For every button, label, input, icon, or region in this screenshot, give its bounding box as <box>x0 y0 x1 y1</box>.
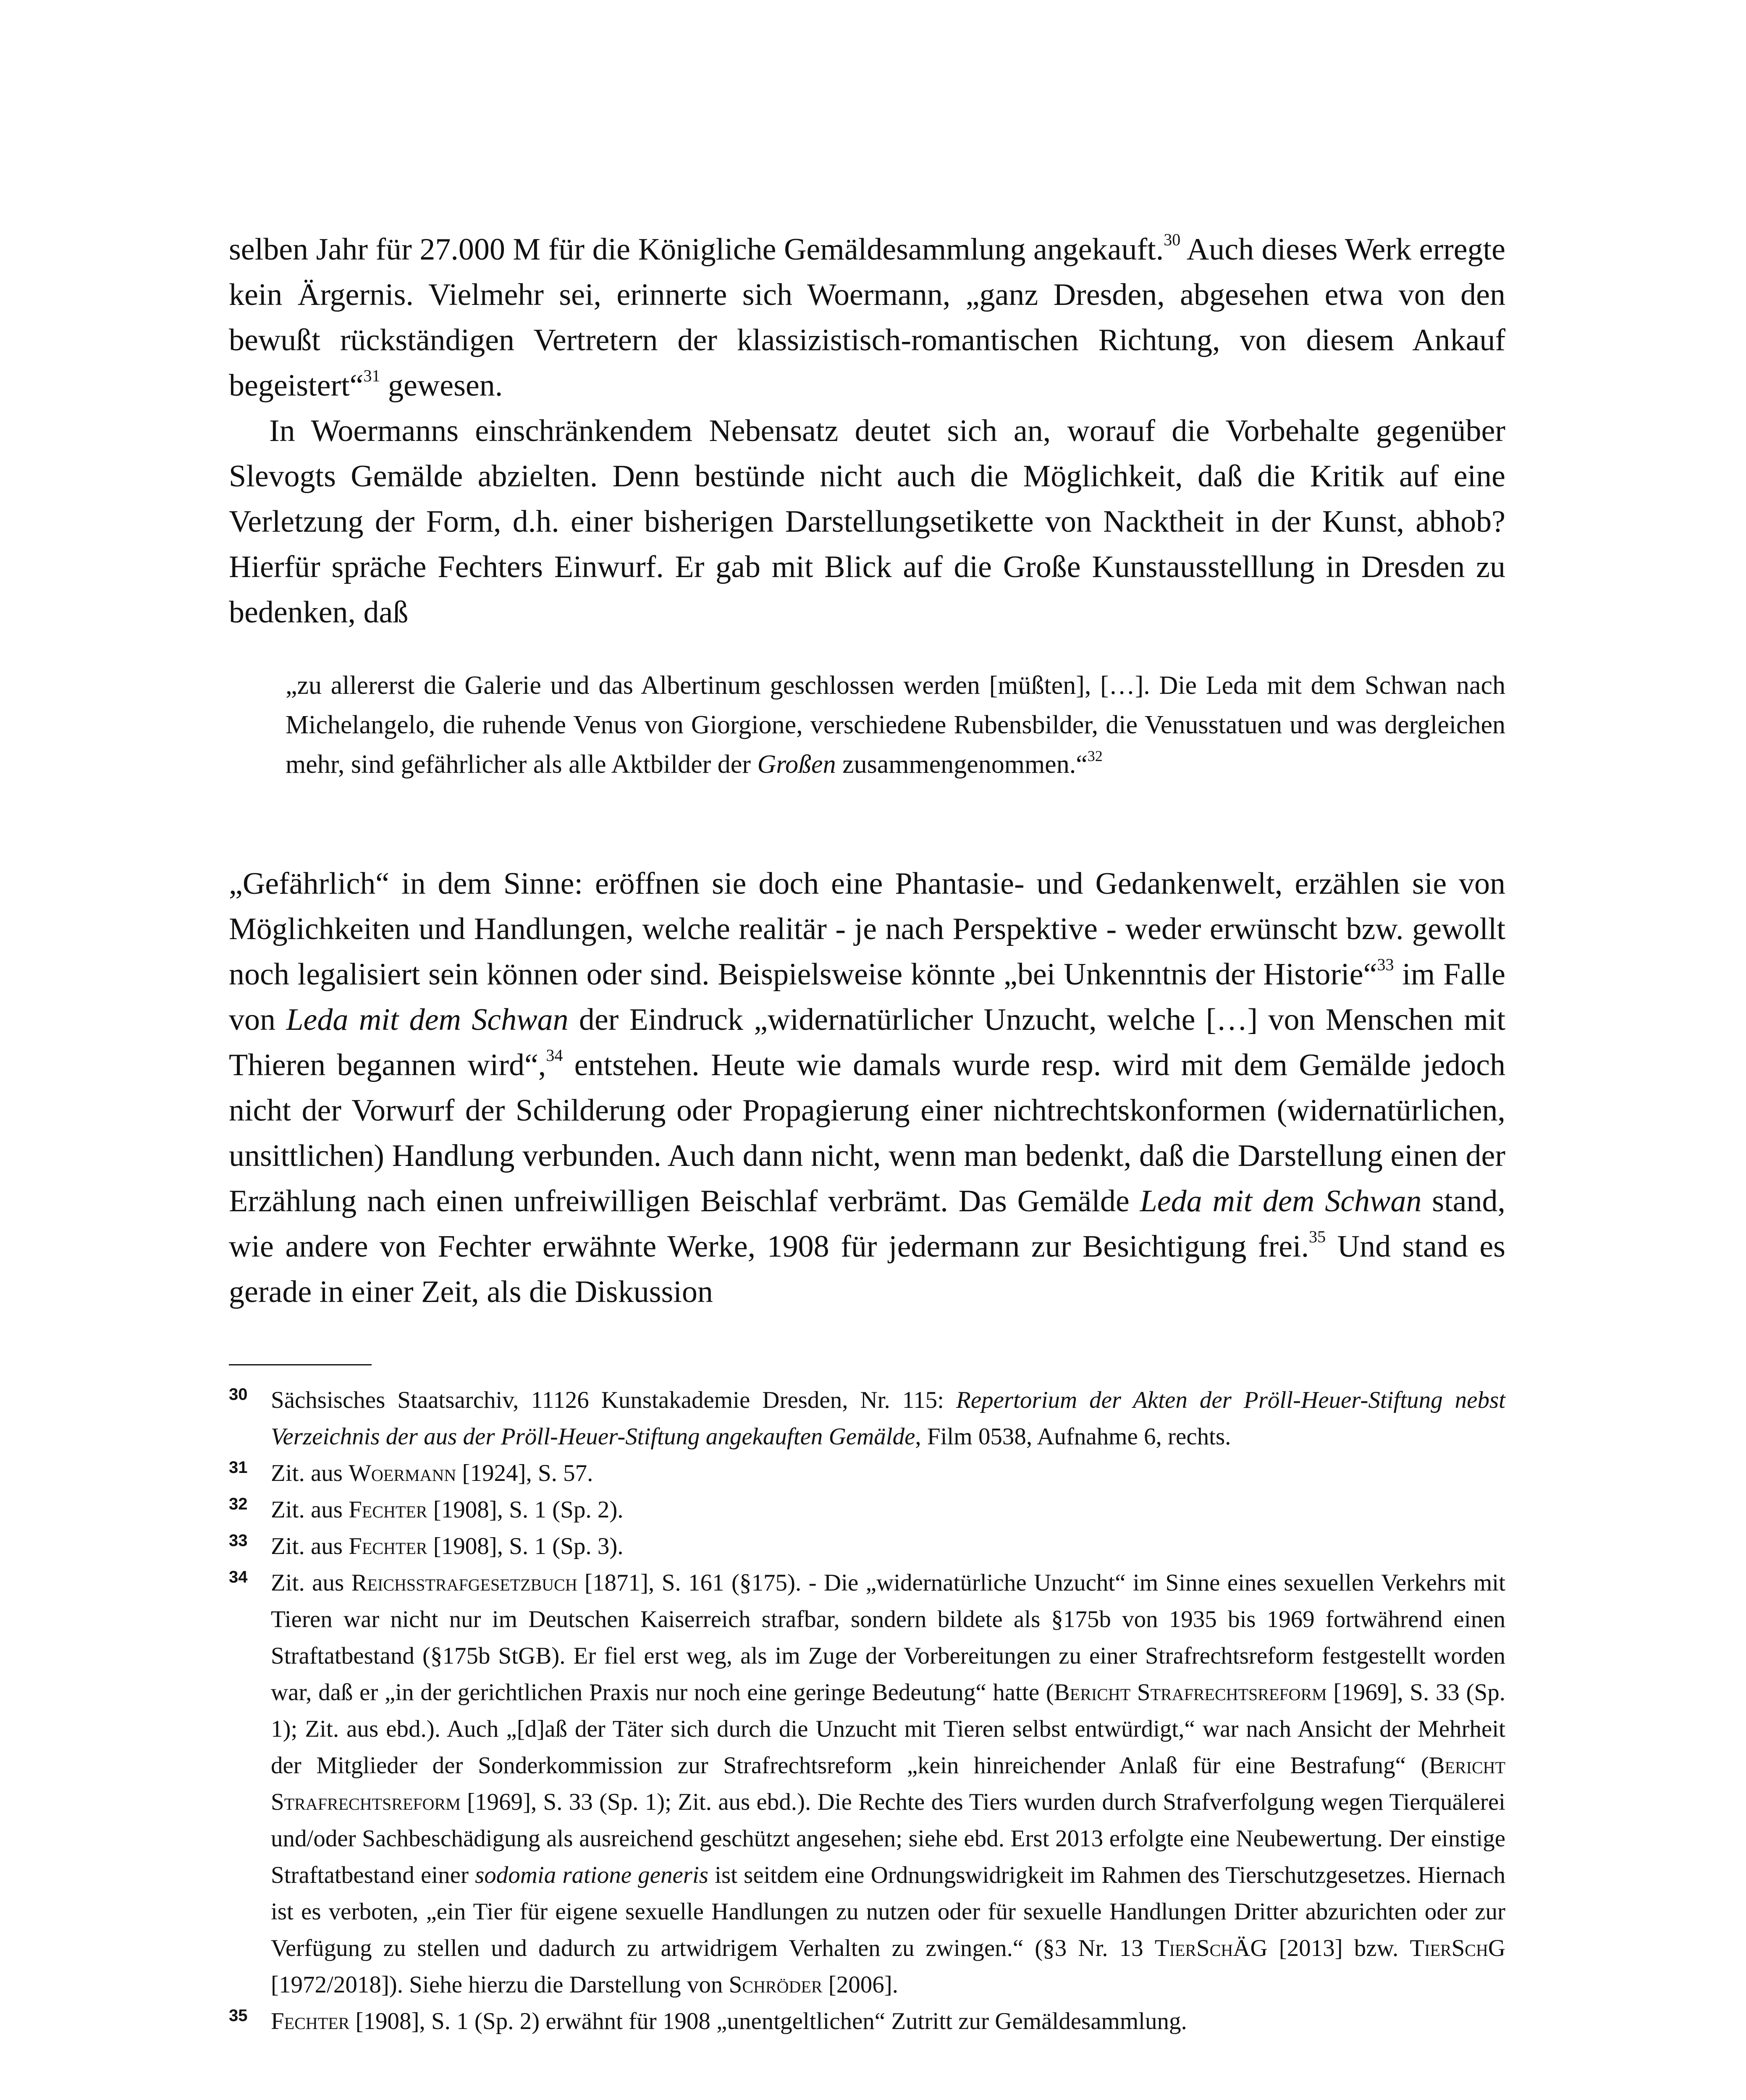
text-run: entstehen. Heute wie damals wurde resp. wird mit dem Gemälde jedoch nicht der Vorwurf der Schilderung oder Propagierung einer nichtrechtskonformen (widernatürlichen, unsittlichen) Handlung verbunden. Auch dann nicht, wenn man bedenkt, daß die Darstellung einen der Erzählung nach einen unfreiwilligen Beischlaf verbrämt. Das Gemälde <box>229 1048 1505 1218</box>
italic-text: Repertorium der Akten der Pröll-Heuer-Stiftung nebst Verzeichnis der aus der Pröll-Heuer-Stiftung angekauften Gemälde <box>271 1387 1505 1450</box>
footnote-separator <box>229 1364 372 1365</box>
source-name: TierSchG <box>1410 1935 1505 1961</box>
text-run: [2013] bzw. <box>1267 1935 1410 1961</box>
text-run: Und stand es gerade in einer Zeit, als die Diskussion <box>229 1229 1505 1309</box>
text-run: , Film 0538, Aufnahme 6, rechts. <box>915 1423 1231 1450</box>
source-name: Bericht Strafrechtsreform <box>1054 1679 1327 1706</box>
footnote-text <box>271 1528 1505 1564</box>
text-run: gewesen. <box>380 368 503 403</box>
author-name: Woermann <box>349 1460 456 1486</box>
text-run: Zit. aus <box>271 1533 349 1559</box>
italic-text: Leda mit dem Schwan <box>286 1003 569 1037</box>
italic-text: sodomia ratione generis <box>475 1862 708 1888</box>
footnote-number: 32 <box>229 1495 248 1513</box>
footnote-31 <box>229 1455 1505 1491</box>
footnote-ref-31[interactable]: 31 <box>363 366 380 385</box>
italic-text: Leda mit dem Schwan <box>1140 1184 1422 1218</box>
text-run: „Gefährlich“ in dem Sinne: eröffnen sie doch eine Phantasie- und Gedankenwelt, erzählen sie von Möglichkeiten und Handlungen, welche realitär - je nach Perspektive - weder erwünscht bzw. gewollt noch legalisiert sein können oder sind. Beispielsweise könnte „bei Unkenntnis der Historie“ <box>229 866 1505 992</box>
main-text-continued <box>229 861 1505 1315</box>
italic-text: Großen <box>757 750 836 779</box>
block-quote <box>286 666 1505 784</box>
source-name: Bericht Strafrechtsreform <box>271 1752 1505 1815</box>
text-run: [1908], S. 1 (Sp. 2). <box>427 1496 624 1523</box>
text-run: der Eindruck „widernatürlicher Unzucht, welche […] von Menschen mit Thieren begannen wird“, <box>229 1003 1506 1082</box>
text-run: zusammengenommen.“ <box>836 750 1088 779</box>
footnote-number: 34 <box>229 1568 248 1586</box>
text-run: Zit. aus <box>271 1570 351 1596</box>
footnote-text <box>271 1491 1505 1528</box>
text-run: [1871], S. 161 (§175). - Die „widernatürliche Unzucht“ im Sinne eines sexuellen Verkehrs mit Tieren war nicht nur im Deutschen Kaiserreich strafbar, sondern bildete als §175b von 1935 bis 1969 fortwährend einen Straftatbestand (§175b StGB). Er fiel erst weg, als im Zuge der Vorbereitungen zu einer Strafrechtsreform festgestellt worden war, daß er „in der gerichtlichen Praxis nur noch eine geringe Bedeutung“ hatte ( <box>271 1570 1505 1706</box>
text-run: [1972/2018]). Siehe hierzu die Darstellung von <box>271 1971 729 1998</box>
footnote-text <box>271 1455 1505 1491</box>
footnote-ref-33[interactable]: 33 <box>1377 955 1394 974</box>
paragraph-2: In Woermanns einschränkendem Nebensatz deutet sich an, worauf die Vorbehalte gegenüber Slevogts Gemälde abzielten. Denn bestünde nicht auch die Möglichkeit, daß die Kritik auf eine Verletzung der Form, d.h. einer bisherigen Darstellungsetikette von Nacktheit in der Kunst, abhob? Hierfür spräche Fechters Einwurf. Er gab mit Blick auf die Große Kunstausstelllung in Dresden zu bedenken, daß <box>229 414 1505 630</box>
author-name: Fechter <box>349 1496 427 1523</box>
footnote-30 <box>229 1382 1505 1455</box>
text-run: [1924], S. 57. <box>456 1460 593 1486</box>
text-run: Zit. aus <box>271 1460 349 1486</box>
footnote-ref-34[interactable]: 34 <box>546 1046 563 1065</box>
footnote-34 <box>229 1564 1505 2003</box>
footnote-text <box>271 1382 1505 1455</box>
text-run: „zu allererst die Galerie und das Albertinum geschlossen werden [müßten], […]. Die Leda mit dem Schwan nach Michelangelo, die ruhende Venus von Giorgione, verschiedene Rubensbilder, die Venusstatuen und was dergleichen mehr, sind gefährlicher als alle Aktbilder der <box>286 671 1505 779</box>
source-name: Reichsstrafgesetzbuch <box>351 1570 577 1596</box>
author-name: Schröder <box>729 1971 823 1998</box>
footnote-number: 30 <box>229 1385 248 1404</box>
text-run: ist seitdem eine Ordnungswidrigkeit im Rahmen des Tierschutzgesetzes. Hiernach ist es verboten, „ein Tier für eigene sexuelle Handlungen zu nutzen oder für sexuelle Handlungen Dritter abzurichten oder zur Verfügung zu stellen und dadurch zu artwidrigem Verhalten zu zwingen.“ (§3 Nr. 13 <box>271 1862 1506 1961</box>
paragraph-1 <box>229 227 1505 408</box>
footnote-35 <box>229 2003 1505 2040</box>
footnote-text <box>271 1564 1505 2003</box>
author-name: Fechter <box>271 2008 350 2034</box>
text-run: selben Jahr für 27.000 M für die Königliche Gemäldesammlung angekauft. <box>229 232 1164 267</box>
footnote-ref-35[interactable]: 35 <box>1309 1227 1326 1246</box>
footnote-number: 33 <box>229 1531 248 1550</box>
text-run: Sächsisches Staatsarchiv, 11126 Kunstakademie Dresden, Nr. 115: <box>271 1387 956 1413</box>
footnote-ref-32[interactable]: 32 <box>1087 748 1103 764</box>
main-text <box>229 227 1505 635</box>
footnote-33 <box>229 1528 1505 1564</box>
text-run: [1969], S. 33 (Sp. 1); Zit. aus ebd.). Die Rechte des Tiers wurden durch Strafverfolgung wegen Tierquälerei und/oder Sachbeschädigung als ausreichend geschützt angesehen; siehe ebd. Erst 2013 erfolgte eine Neubewertung. Der einstige Straftatbestand einer <box>271 1789 1505 1888</box>
footnote-text <box>271 2003 1505 2040</box>
text-run: Zit. aus <box>271 1496 349 1523</box>
text-run: [1969], S. 33 (Sp. 1); Zit. aus ebd.). Auch „[d]aß der Täter sich durch die Unzucht mit Tieren selbst entwürdigt,“ war nach Ansicht der Mehrheit der Mitglieder der Sonderkommission zur Strafrechtsreform „kein hinreichender Anlaß für eine Bestrafung“ ( <box>271 1679 1505 1779</box>
text-run: Auch dieses Werk erregte kein Ärgernis. Vielmehr sei, erinnerte sich Woermann, „ganz Dresden, abgesehen etwa von den bewußt rückständigen Vertretern der klassizistisch-romantischen Richtung, von diesem Ankauf begeistert“ <box>229 232 1505 403</box>
footnote-32 <box>229 1491 1505 1528</box>
source-name: TierSchÄG <box>1154 1935 1268 1961</box>
text-run: [1908], S. 1 (Sp. 3). <box>427 1533 624 1559</box>
text-run: im Falle von <box>229 957 1505 1037</box>
footnote-number: 31 <box>229 1458 248 1477</box>
paragraph-3 <box>229 861 1505 1315</box>
author-name: Fechter <box>349 1533 427 1559</box>
text-run: [1908], S. 1 (Sp. 2) erwähnt für 1908 „unentgeltlichen“ Zutritt zur Gemäldesammlung. <box>349 2008 1187 2034</box>
text-run: stand, wie andere von Fechter erwähnte Werke, 1908 für jedermann zur Besichtigung frei. <box>229 1184 1506 1264</box>
footnote-number: 35 <box>229 2006 248 2025</box>
footnote-ref-30[interactable]: 30 <box>1164 230 1181 249</box>
footnotes <box>229 1382 1505 2040</box>
text-run: [2006]. <box>822 1971 898 1998</box>
